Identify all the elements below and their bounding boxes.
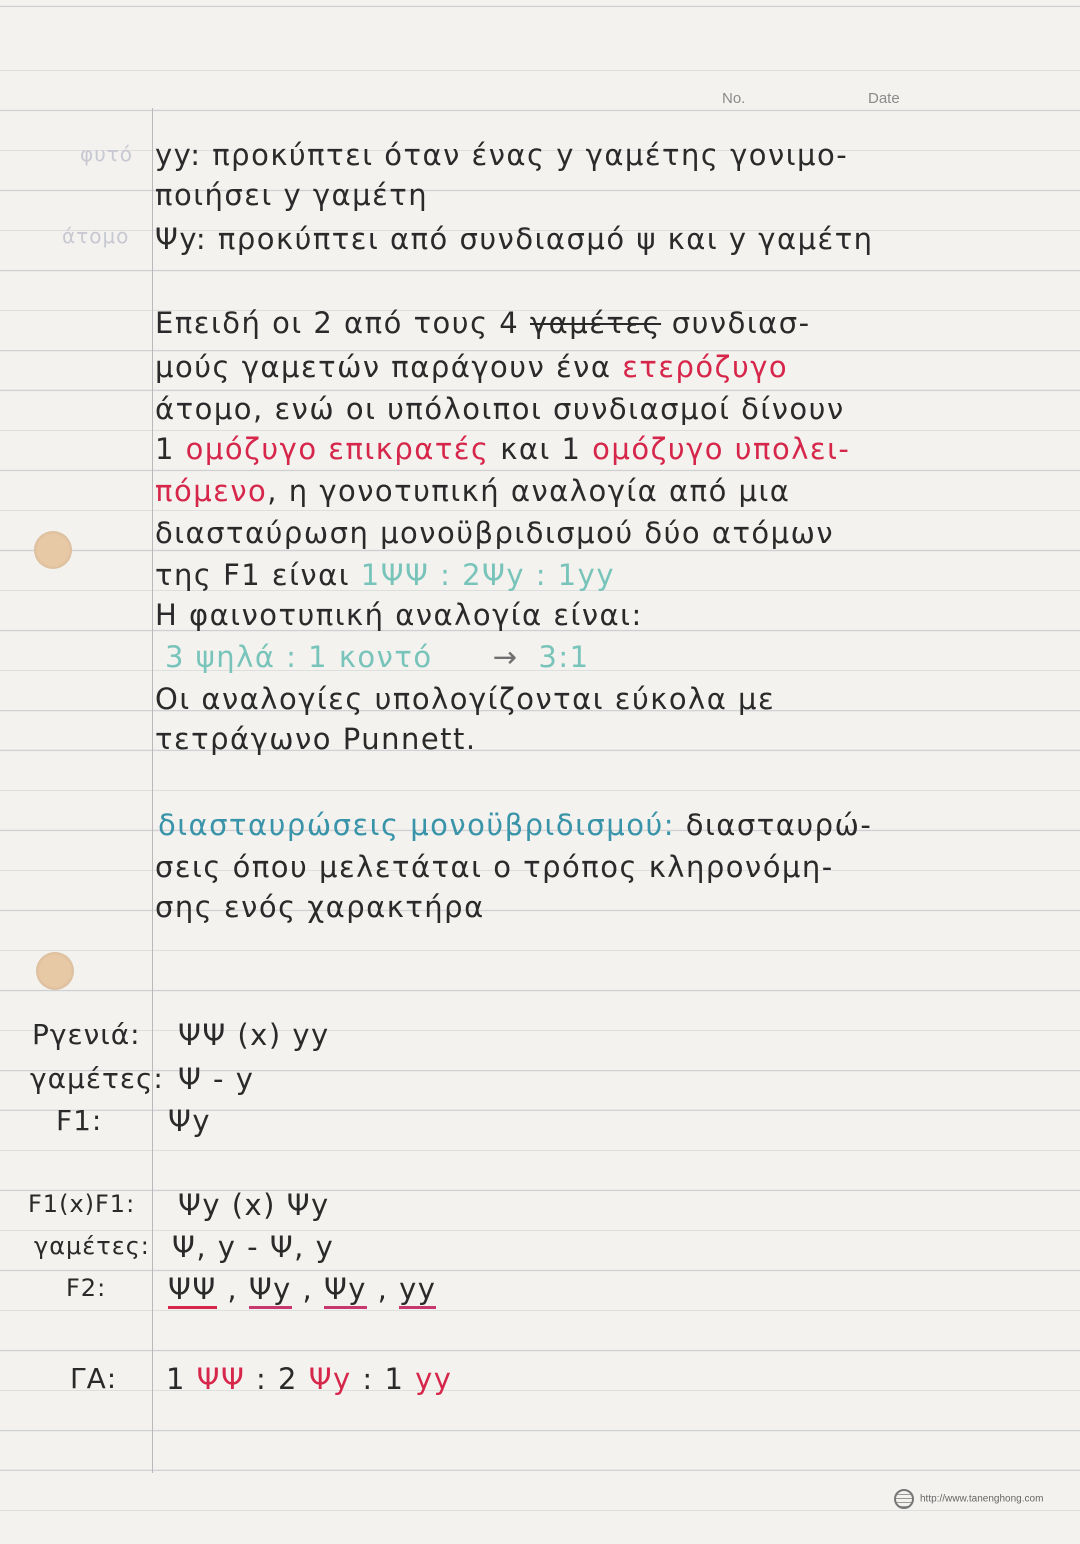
f1-value: Ψy [168,1104,211,1138]
text-line-12: 3 ψηλά : 1 κοντό → 3:1 [165,640,590,674]
gametes-label-2: γαμέτες: [34,1232,150,1260]
genotype-ratio: 1ΨΨ : 2Ψy : 1yy [360,558,615,592]
text-line-7: 1 ομόζυγο επικρατές και 1 ομόζυγο υπολει- [155,432,851,466]
f2-genotype-3: Ψy [324,1272,367,1309]
text-line-5: μούς γαμετών παράγουν ένα ετερόζυγο [155,350,789,384]
p-generation-label: Pγενιά: [32,1018,141,1051]
text-line-10: της F1 είναι 1ΨΨ : 2Ψy : 1yy [155,558,615,592]
text-line-9: διασταύρωση μονοϋβριδισμού δύο ατόμων [155,516,835,550]
margin-line [152,108,153,1473]
f2-genotype-1: ΨΨ [168,1272,217,1309]
f2-genotype-4: yy [399,1272,436,1309]
heterozygous-term: ετερόζυγο [622,350,789,384]
margin-note-organism: άτομο [62,224,130,248]
homozygous-recessive-term: ομόζυγο υπολει- [592,432,851,466]
date-label: Date [868,90,900,107]
gametes-value-1: Ψ - y [178,1062,255,1096]
text-line-14: τετράγωνο Punnett. [155,722,477,756]
definition-term: διασταυρώσεις μονοϋβριδισμού: [158,808,676,842]
text-line-13: Οι αναλογίες υπολογίζονται εύκολα με [155,682,776,716]
text-line-3: Ψy: προκύπτει από συνδιασμό ψ και y γαμέτη [155,222,874,256]
f2-genotype-2: Ψy [249,1272,292,1309]
text-line-15: διασταυρώσεις μονοϋβριδισμού: διασταυρώ- [158,808,873,842]
f1xf1-value: Ψy (x) Ψy [178,1188,330,1222]
homozygous-dominant-term: ομόζυγο επικρατές [185,432,490,466]
gametes-label-1: γαμέτες: [30,1062,164,1095]
genotype-ratio-label: ΓΑ: [70,1362,118,1395]
text-line-4: Επειδή οι 2 από τους 4 γαμέτες συνδιασ- [155,306,811,340]
footer-url: http://www.tanenghong.com [920,1493,1044,1505]
text-line-11: Η φαινοτυπική αναλογία είναι: [155,598,643,632]
p-generation-value: ΨΨ (x) yy [178,1018,330,1052]
f2-label: F2: [66,1274,107,1302]
genotype-ratio-value: 1 ΨΨ : 2 Ψy : 1 yy [166,1362,453,1396]
text-line-1: yy: προκύπτει όταν ένας y γαμέτης γονιμο- [155,138,849,172]
text-line-17: σης ενός χαρακτήρα [155,890,485,924]
f2-value: ΨΨ , Ψy , Ψy , yy [168,1272,436,1306]
footer [894,1489,1043,1509]
punch-hole-bottom [36,952,74,990]
phenotype-ratio-short: 3:1 [538,640,590,674]
phenotype-ratio-text: 3 ψηλά : 1 κοντό [165,640,433,674]
punch-hole-top [34,531,72,569]
globe-icon [894,1489,914,1509]
text-line-6: άτομο, ενώ οι υπόλοιποι συνδιασμοί δίνουν [155,392,845,426]
gametes-value-2: Ψ, y - Ψ, y [172,1230,335,1264]
text-line-16: σεις όπου μελετάται ο τρόπος κληρονόμη- [155,850,834,884]
f1xf1-label: F1(x)F1: [28,1190,136,1218]
text-line-2: ποιήσει y γαμέτη [155,178,429,212]
f1-label: F1: [56,1104,103,1137]
no-label: No. [722,90,746,107]
text-line-8: πόμενο, η γονοτυπική αναλογία από μια [155,474,791,508]
margin-note-plant: φυτό [80,142,134,166]
